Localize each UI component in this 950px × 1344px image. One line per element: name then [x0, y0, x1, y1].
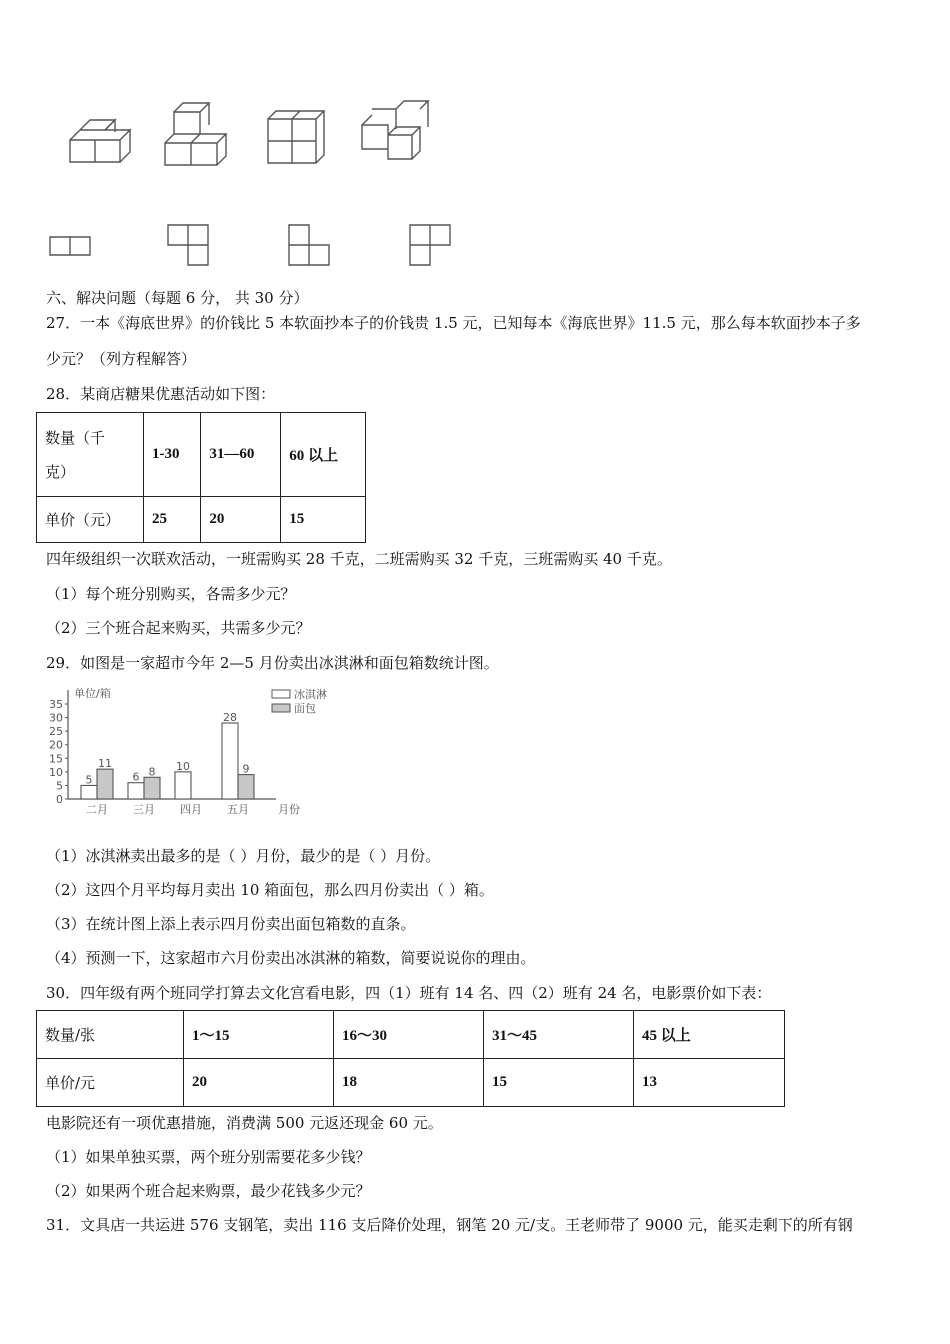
- q27-line2: 少元？（列方程解答）: [46, 350, 197, 368]
- bar: [81, 785, 97, 799]
- table-head-part: 克）: [45, 462, 76, 481]
- table-cell: 45 以上: [634, 1011, 785, 1059]
- data-label: 9: [242, 762, 250, 776]
- bar: [97, 769, 113, 799]
- y-tick-label: 25: [49, 725, 63, 739]
- q28-text: 四年级组织一次联欢活动，一班需购买 28 千克，二班需购买 32 千克，三班需购买 40 千克。: [46, 550, 672, 568]
- view-figure-4: [410, 225, 450, 265]
- legend-swatch: [272, 690, 290, 698]
- table-cell: 31～45: [484, 1011, 634, 1059]
- q27-line1: 27．一本《海底世界》的价钱比 5 本软面抄本子的价钱贵 1.5 元，已知每本《海底世界》11.5 元，那么每本软面抄本子多: [46, 314, 861, 332]
- table-cell: 18: [334, 1059, 484, 1107]
- table-cell: 16～30: [334, 1011, 484, 1059]
- table-cell: [37, 413, 144, 497]
- table-cell: 单价/元: [37, 1059, 184, 1107]
- data-label: 6: [132, 770, 140, 784]
- cube-figure-3: [268, 111, 324, 163]
- q30-text: 电影院还有一项优惠措施，消费满 500 元返还现金 60 元。: [46, 1114, 443, 1132]
- q30-title: 30．四年级有两个班同学打算去文化宫看电影，四（1）班有 14 名、四（2）班有 24 名，电影票价如下表：: [46, 984, 772, 1002]
- bar-chart: [44, 682, 327, 822]
- y-tick-label: 15: [49, 752, 63, 766]
- q30-sub1: （1）如果单独买票，两个班分别需要花多少钱？: [46, 1148, 371, 1166]
- y-tick-label: 5: [56, 779, 63, 793]
- y-tick-label: 35: [49, 698, 63, 711]
- table-cell: 1～15: [184, 1011, 334, 1059]
- y-tick-label: 10: [49, 765, 63, 779]
- q29-sub3: （3）在统计图上添上表示四月份卖出面包箱数的直条。: [46, 915, 416, 933]
- q29-sub4: （4）预测一下，这家超市六月份卖出冰淇淋的箱数，简要说说你的理由。: [46, 949, 536, 967]
- bar: [238, 775, 254, 799]
- table-cell: 20: [201, 497, 281, 543]
- x-tick-label: 四月: [180, 803, 202, 816]
- table-head-part: 数量（千: [45, 428, 106, 447]
- legend-label: 冰淇淋: [294, 688, 327, 701]
- table-cell: 数量/张: [37, 1011, 184, 1059]
- q31-line1: 31．文具店一共运进 576 支钢笔，卖出 116 支后降价处理，钢笔 20 元/支。王老师带了 9000 元，能买走剩下的所有钢: [46, 1216, 853, 1234]
- table-cell: 单价（元）: [37, 497, 144, 543]
- legend-swatch: [272, 704, 290, 712]
- data-label: 11: [98, 757, 112, 771]
- legend-label: 面包: [294, 702, 316, 715]
- x-tick-label: 三月: [133, 803, 155, 816]
- ticket-price-table: [36, 1010, 785, 1107]
- table-cell: 1-30: [144, 413, 201, 497]
- view-figure-2: [168, 225, 208, 265]
- y-tick-label: 0: [56, 793, 63, 806]
- cube-figure-1: [70, 120, 130, 162]
- table-cell: 15: [484, 1059, 634, 1107]
- table-cell: 60 以上: [281, 413, 366, 497]
- section-heading: 六、解决问题（每题 6 分， 共 30 分）: [46, 289, 309, 307]
- cube-figure-2: [165, 103, 226, 165]
- data-label: 8: [148, 765, 156, 779]
- y-tick-label: 20: [49, 738, 63, 752]
- table-cell: 13: [634, 1059, 785, 1107]
- view-figure-3: [289, 225, 329, 265]
- cube-figure-4: [362, 101, 428, 159]
- bar: [222, 723, 238, 799]
- cube-figures: [40, 95, 480, 275]
- table-cell: 15: [281, 497, 366, 543]
- bar: [175, 772, 191, 799]
- q30-sub2: （2）如果两个班合起来购票，最少花钱多少元？: [46, 1182, 371, 1200]
- data-label: 28: [223, 711, 237, 724]
- table-cell: 25: [144, 497, 201, 543]
- data-label: 10: [176, 759, 190, 773]
- q28-sub1: （1）每个班分别购买，各需多少元？: [46, 585, 296, 603]
- data-label: 5: [85, 773, 93, 787]
- x-axis-label: 月份: [278, 803, 300, 816]
- y-axis-label: 单位/箱: [74, 687, 111, 700]
- q28-sub2: （2）三个班合起来购买，共需多少元？: [46, 619, 311, 637]
- x-tick-label: 二月: [86, 803, 108, 816]
- table-cell: 20: [184, 1059, 334, 1107]
- q28-title: 28．某商店糖果优惠活动如下图：: [46, 385, 276, 403]
- q29-sub2: （2）这四个月平均每月卖出 10 箱面包，那么四月份卖出（ ）箱。: [46, 881, 494, 899]
- table-cell: 31—60: [201, 413, 281, 497]
- x-tick-label: 五月: [227, 803, 249, 816]
- candy-price-table: [36, 412, 366, 543]
- y-tick-label: 30: [49, 711, 63, 725]
- bar: [144, 777, 160, 799]
- view-figure-1: [50, 237, 90, 255]
- bar: [128, 783, 144, 799]
- q29-sub1: （1）冰淇淋卖出最多的是（ ）月份，最少的是（ ）月份。: [46, 847, 441, 865]
- q29-title: 29．如图是一家超市今年 2—5 月份卖出冰淇淋和面包箱数统计图。: [46, 654, 499, 672]
